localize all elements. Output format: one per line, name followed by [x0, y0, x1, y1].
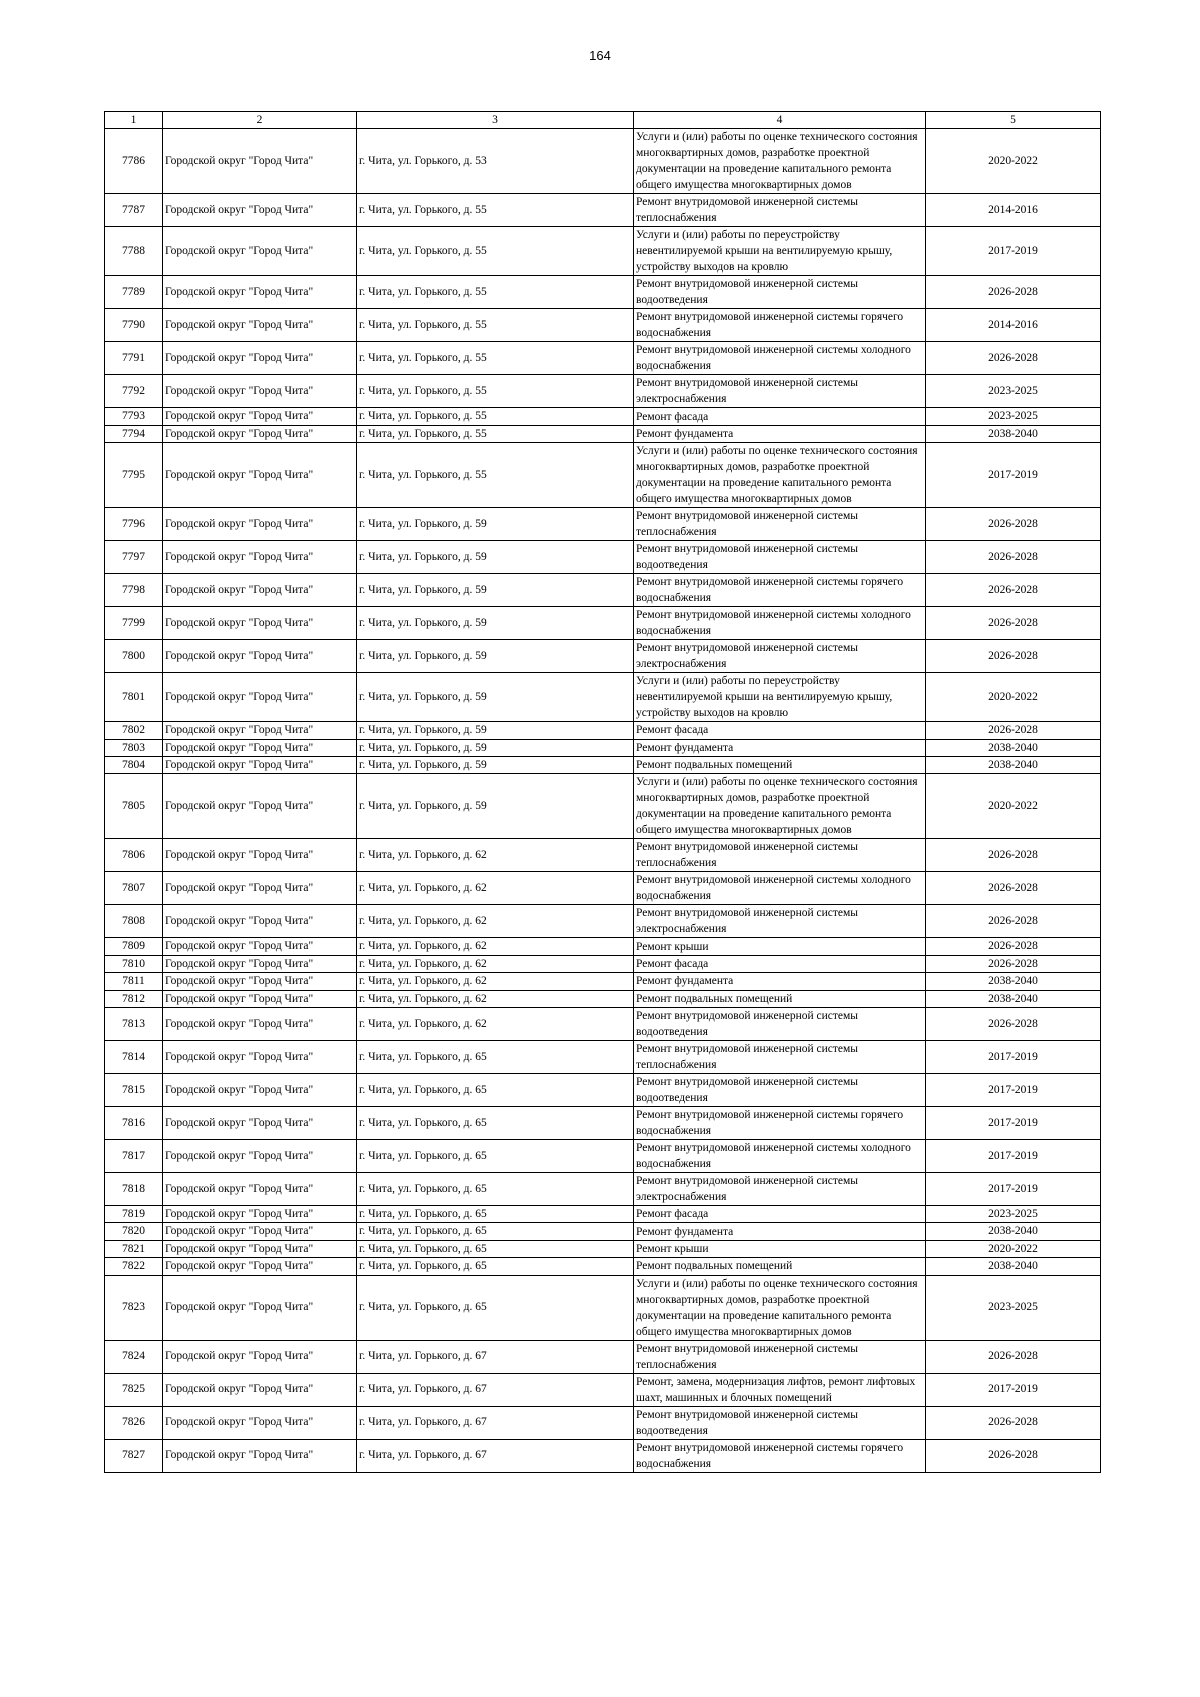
- work-type-cell: Ремонт внутридомовой инженерной системы теплоснабжения: [634, 508, 926, 541]
- period-cell: 2017-2019: [926, 1173, 1101, 1206]
- work-type-cell: Ремонт крыши: [634, 1240, 926, 1257]
- row-number-cell: 7817: [105, 1140, 163, 1173]
- work-type-cell: Ремонт внутридомовой инженерной системы горячего водоснабжения: [634, 1107, 926, 1140]
- municipality-cell: Городской округ "Город Чита": [163, 227, 357, 276]
- work-type-cell: Ремонт внутридомовой инженерной системы электроснабжения: [634, 375, 926, 408]
- row-number-cell: 7797: [105, 541, 163, 574]
- work-type-cell: Ремонт внутридомовой инженерной системы холодного водоснабжения: [634, 1140, 926, 1173]
- table-row: [105, 1223, 1101, 1240]
- table-row: [105, 839, 1101, 872]
- period-cell: 2023-2025: [926, 408, 1101, 425]
- municipality-cell: Городской округ "Город Чита": [163, 309, 357, 342]
- period-cell: 2017-2019: [926, 1140, 1101, 1173]
- table-row: [105, 607, 1101, 640]
- address-cell: г. Чита, ул. Горького, д. 59: [357, 574, 634, 607]
- address-cell: г. Чита, ул. Горького, д. 55: [357, 227, 634, 276]
- work-type-cell: Ремонт фасада: [634, 1206, 926, 1223]
- period-cell: 2026-2028: [926, 640, 1101, 673]
- row-number-cell: 7806: [105, 839, 163, 872]
- period-cell: 2026-2028: [926, 342, 1101, 375]
- work-type-cell: Ремонт внутридомовой инженерной системы теплоснабжения: [634, 1340, 926, 1373]
- address-cell: г. Чита, ул. Горького, д. 55: [357, 443, 634, 508]
- municipality-cell: Городской округ "Город Чита": [163, 905, 357, 938]
- period-cell: 2026-2028: [926, 541, 1101, 574]
- row-number-cell: 7789: [105, 276, 163, 309]
- address-cell: г. Чита, ул. Горького, д. 55: [357, 194, 634, 227]
- address-cell: г. Чита, ул. Горького, д. 67: [357, 1406, 634, 1439]
- address-cell: г. Чита, ул. Горького, д. 65: [357, 1206, 634, 1223]
- address-cell: г. Чита, ул. Горького, д. 55: [357, 375, 634, 408]
- work-type-cell: Ремонт внутридомовой инженерной системы горячего водоснабжения: [634, 574, 926, 607]
- table-row: [105, 990, 1101, 1007]
- municipality-cell: Городской округ "Город Чита": [163, 839, 357, 872]
- municipality-cell: Городской округ "Город Чита": [163, 1223, 357, 1240]
- address-cell: г. Чита, ул. Горького, д. 55: [357, 309, 634, 342]
- address-cell: г. Чита, ул. Горького, д. 53: [357, 129, 634, 194]
- table-row: [105, 1258, 1101, 1275]
- period-cell: 2026-2028: [926, 905, 1101, 938]
- row-number-cell: 7793: [105, 408, 163, 425]
- table-row: [105, 973, 1101, 990]
- municipality-cell: Городской округ "Город Чита": [163, 276, 357, 309]
- table-row: [105, 722, 1101, 739]
- period-cell: 2026-2028: [926, 1340, 1101, 1373]
- table-row: [105, 1107, 1101, 1140]
- table-row: [105, 375, 1101, 408]
- work-type-cell: Ремонт внутридомовой инженерной системы горячего водоснабжения: [634, 1439, 926, 1472]
- row-number-cell: 7791: [105, 342, 163, 375]
- address-cell: г. Чита, ул. Горького, д. 59: [357, 541, 634, 574]
- address-cell: г. Чита, ул. Горького, д. 65: [357, 1041, 634, 1074]
- work-type-cell: Ремонт внутридомовой инженерной системы теплоснабжения: [634, 194, 926, 227]
- work-type-cell: Услуги и (или) работы по оценке технического состояния многоквартирных домов, разработке проектной документации на проведение капитального ремонта общего имущества многоквартирных домов: [634, 443, 926, 508]
- work-type-cell: Ремонт фундамента: [634, 739, 926, 756]
- table-row: [105, 408, 1101, 425]
- table-row: [105, 905, 1101, 938]
- municipality-cell: Городской округ "Город Чита": [163, 1140, 357, 1173]
- municipality-cell: Городской округ "Город Чита": [163, 607, 357, 640]
- table-row: [105, 739, 1101, 756]
- row-number-cell: 7796: [105, 508, 163, 541]
- period-cell: 2038-2040: [926, 990, 1101, 1007]
- municipality-cell: Городской округ "Город Чита": [163, 640, 357, 673]
- work-type-cell: Ремонт внутридомовой инженерной системы водоотведения: [634, 541, 926, 574]
- table-row: [105, 425, 1101, 442]
- period-cell: 2038-2040: [926, 739, 1101, 756]
- work-type-cell: Ремонт внутридомовой инженерной системы горячего водоснабжения: [634, 309, 926, 342]
- work-type-cell: Ремонт, замена, модернизация лифтов, ремонт лифтовых шахт, машинных и блочных помещений: [634, 1373, 926, 1406]
- address-cell: г. Чита, ул. Горького, д. 67: [357, 1439, 634, 1472]
- row-number-cell: 7805: [105, 774, 163, 839]
- municipality-cell: Городской округ "Город Чита": [163, 375, 357, 408]
- municipality-cell: Городской округ "Город Чита": [163, 739, 357, 756]
- period-cell: 2026-2028: [926, 938, 1101, 955]
- table-row: [105, 1140, 1101, 1173]
- period-cell: 2026-2028: [926, 607, 1101, 640]
- row-number-cell: 7815: [105, 1074, 163, 1107]
- municipality-cell: Городской округ "Город Чита": [163, 541, 357, 574]
- table-row: [105, 774, 1101, 839]
- row-number-cell: 7822: [105, 1258, 163, 1275]
- work-type-cell: Ремонт внутридомовой инженерной системы водоотведения: [634, 276, 926, 309]
- period-cell: 2038-2040: [926, 973, 1101, 990]
- row-number-cell: 7810: [105, 955, 163, 972]
- table-row: [105, 1074, 1101, 1107]
- data-table: [104, 111, 1101, 1473]
- municipality-cell: Городской округ "Город Чита": [163, 1258, 357, 1275]
- row-number-cell: 7826: [105, 1406, 163, 1439]
- column-header: 2: [163, 112, 357, 129]
- period-cell: 2026-2028: [926, 722, 1101, 739]
- row-number-cell: 7792: [105, 375, 163, 408]
- row-number-cell: 7812: [105, 990, 163, 1007]
- address-cell: г. Чита, ул. Горького, д. 59: [357, 774, 634, 839]
- municipality-cell: Городской округ "Город Чита": [163, 1406, 357, 1439]
- address-cell: г. Чита, ул. Горького, д. 62: [357, 973, 634, 990]
- row-number-cell: 7811: [105, 973, 163, 990]
- municipality-cell: Городской округ "Город Чита": [163, 425, 357, 442]
- address-cell: г. Чита, ул. Горького, д. 62: [357, 990, 634, 1007]
- work-type-cell: Ремонт внутридомовой инженерной системы электроснабжения: [634, 640, 926, 673]
- period-cell: 2020-2022: [926, 129, 1101, 194]
- address-cell: г. Чита, ул. Горького, д. 65: [357, 1240, 634, 1257]
- municipality-cell: Городской округ "Город Чита": [163, 722, 357, 739]
- municipality-cell: Городской округ "Город Чита": [163, 1439, 357, 1472]
- address-cell: г. Чита, ул. Горького, д. 59: [357, 722, 634, 739]
- address-cell: г. Чита, ул. Горького, д. 55: [357, 342, 634, 375]
- municipality-cell: Городской округ "Город Чита": [163, 1008, 357, 1041]
- table-body: [105, 112, 1101, 1473]
- period-cell: 2026-2028: [926, 574, 1101, 607]
- municipality-cell: Городской округ "Город Чита": [163, 872, 357, 905]
- column-header: 4: [634, 112, 926, 129]
- table-row: [105, 1373, 1101, 1406]
- row-number-cell: 7819: [105, 1206, 163, 1223]
- period-cell: 2017-2019: [926, 1373, 1101, 1406]
- row-number-cell: 7790: [105, 309, 163, 342]
- address-cell: г. Чита, ул. Горького, д. 65: [357, 1275, 634, 1340]
- address-cell: г. Чита, ул. Горького, д. 65: [357, 1074, 634, 1107]
- table-row: [105, 673, 1101, 722]
- period-cell: 2026-2028: [926, 276, 1101, 309]
- table-row: [105, 1439, 1101, 1472]
- row-number-cell: 7799: [105, 607, 163, 640]
- work-type-cell: Услуги и (или) работы по оценке технического состояния многоквартирных домов, разработке проектной документации на проведение капитального ремонта общего имущества многоквартирных домов: [634, 774, 926, 839]
- table-row: [105, 309, 1101, 342]
- work-type-cell: Услуги и (или) работы по переустройству невентилируемой крыши на вентилируемую крышу, устройству выходов на кровлю: [634, 673, 926, 722]
- period-cell: 2026-2028: [926, 1406, 1101, 1439]
- work-type-cell: Ремонт внутридомовой инженерной системы теплоснабжения: [634, 1041, 926, 1074]
- address-cell: г. Чита, ул. Горького, д. 55: [357, 276, 634, 309]
- municipality-cell: Городской округ "Город Чита": [163, 1340, 357, 1373]
- row-number-cell: 7786: [105, 129, 163, 194]
- work-type-cell: Ремонт внутридомовой инженерной системы холодного водоснабжения: [634, 872, 926, 905]
- table-row: [105, 276, 1101, 309]
- row-number-cell: 7800: [105, 640, 163, 673]
- page-number: 164: [589, 48, 611, 63]
- municipality-cell: Городской округ "Город Чита": [163, 508, 357, 541]
- table-row: [105, 574, 1101, 607]
- work-type-cell: Услуги и (или) работы по оценке технического состояния многоквартирных домов, разработке проектной документации на проведение капитального ремонта общего имущества многоквартирных домов: [634, 129, 926, 194]
- table-row: [105, 1275, 1101, 1340]
- row-number-cell: 7804: [105, 757, 163, 774]
- row-number-cell: 7823: [105, 1275, 163, 1340]
- row-number-cell: 7818: [105, 1173, 163, 1206]
- row-number-cell: 7824: [105, 1340, 163, 1373]
- work-type-cell: Ремонт крыши: [634, 938, 926, 955]
- work-type-cell: Ремонт фундамента: [634, 425, 926, 442]
- period-cell: 2020-2022: [926, 774, 1101, 839]
- municipality-cell: Городской округ "Город Чита": [163, 973, 357, 990]
- work-type-cell: Ремонт внутридомовой инженерной системы холодного водоснабжения: [634, 607, 926, 640]
- municipality-cell: Городской округ "Город Чита": [163, 938, 357, 955]
- period-cell: 2026-2028: [926, 955, 1101, 972]
- table-row: [105, 541, 1101, 574]
- address-cell: г. Чита, ул. Горького, д. 62: [357, 1008, 634, 1041]
- municipality-cell: Городской округ "Город Чита": [163, 955, 357, 972]
- municipality-cell: Городской округ "Город Чита": [163, 1240, 357, 1257]
- municipality-cell: Городской округ "Город Чита": [163, 774, 357, 839]
- address-cell: г. Чита, ул. Горького, д. 65: [357, 1173, 634, 1206]
- row-number-cell: 7788: [105, 227, 163, 276]
- municipality-cell: Городской округ "Город Чита": [163, 1275, 357, 1340]
- table-row: [105, 640, 1101, 673]
- table-row: [105, 1206, 1101, 1223]
- period-cell: 2014-2016: [926, 194, 1101, 227]
- municipality-cell: Городской округ "Город Чита": [163, 1041, 357, 1074]
- column-header: 3: [357, 112, 634, 129]
- address-cell: г. Чита, ул. Горького, д. 55: [357, 408, 634, 425]
- row-number-cell: 7795: [105, 443, 163, 508]
- table-row: [105, 938, 1101, 955]
- municipality-cell: Городской округ "Город Чита": [163, 574, 357, 607]
- row-number-cell: 7820: [105, 1223, 163, 1240]
- municipality-cell: Городской округ "Город Чита": [163, 1107, 357, 1140]
- period-cell: 2026-2028: [926, 508, 1101, 541]
- address-cell: г. Чита, ул. Горького, д. 55: [357, 425, 634, 442]
- address-cell: г. Чита, ул. Горького, д. 59: [357, 757, 634, 774]
- work-type-cell: Ремонт внутридомовой инженерной системы электроснабжения: [634, 905, 926, 938]
- table-row: [105, 227, 1101, 276]
- period-cell: 2020-2022: [926, 1240, 1101, 1257]
- address-cell: г. Чита, ул. Горького, д. 65: [357, 1107, 634, 1140]
- work-type-cell: Ремонт подвальных помещений: [634, 1258, 926, 1275]
- table-row: [105, 1240, 1101, 1257]
- row-number-cell: 7807: [105, 872, 163, 905]
- table-row: [105, 129, 1101, 194]
- work-type-cell: Ремонт фасада: [634, 722, 926, 739]
- work-type-cell: Ремонт внутридомовой инженерной системы водоотведения: [634, 1008, 926, 1041]
- row-number-cell: 7801: [105, 673, 163, 722]
- address-cell: г. Чита, ул. Горького, д. 59: [357, 607, 634, 640]
- municipality-cell: Городской округ "Город Чита": [163, 1373, 357, 1406]
- row-number-cell: 7787: [105, 194, 163, 227]
- address-cell: г. Чита, ул. Горького, д. 62: [357, 905, 634, 938]
- period-cell: 2038-2040: [926, 425, 1101, 442]
- address-cell: г. Чита, ул. Горького, д. 59: [357, 508, 634, 541]
- period-cell: 2023-2025: [926, 1275, 1101, 1340]
- work-type-cell: Услуги и (или) работы по переустройству невентилируемой крыши на вентилируемую крышу, устройству выходов на кровлю: [634, 227, 926, 276]
- municipality-cell: Городской округ "Город Чита": [163, 194, 357, 227]
- work-type-cell: Ремонт внутридомовой инженерной системы холодного водоснабжения: [634, 342, 926, 375]
- municipality-cell: Городской округ "Город Чита": [163, 443, 357, 508]
- address-cell: г. Чита, ул. Горького, д. 65: [357, 1223, 634, 1240]
- work-type-cell: Услуги и (или) работы по оценке технического состояния многоквартирных домов, разработке проектной документации на проведение капитального ремонта общего имущества многоквартирных домов: [634, 1275, 926, 1340]
- work-type-cell: Ремонт подвальных помещений: [634, 757, 926, 774]
- municipality-cell: Городской округ "Город Чита": [163, 1206, 357, 1223]
- address-cell: г. Чита, ул. Горького, д. 62: [357, 839, 634, 872]
- address-cell: г. Чита, ул. Горького, д. 62: [357, 872, 634, 905]
- work-type-cell: Ремонт фасада: [634, 408, 926, 425]
- period-cell: 2014-2016: [926, 309, 1101, 342]
- row-number-cell: 7816: [105, 1107, 163, 1140]
- period-cell: 2038-2040: [926, 1223, 1101, 1240]
- row-number-cell: 7802: [105, 722, 163, 739]
- municipality-cell: Городской округ "Город Чита": [163, 757, 357, 774]
- municipality-cell: Городской округ "Город Чита": [163, 342, 357, 375]
- row-number-cell: 7803: [105, 739, 163, 756]
- row-number-cell: 7808: [105, 905, 163, 938]
- period-cell: 2038-2040: [926, 1258, 1101, 1275]
- municipality-cell: Городской округ "Город Чита": [163, 1074, 357, 1107]
- row-number-cell: 7813: [105, 1008, 163, 1041]
- table-row: [105, 443, 1101, 508]
- table-row: [105, 1340, 1101, 1373]
- address-cell: г. Чита, ул. Горького, д. 67: [357, 1340, 634, 1373]
- municipality-cell: Городской округ "Город Чита": [163, 990, 357, 1007]
- table-row: [105, 1008, 1101, 1041]
- work-type-cell: Ремонт фундамента: [634, 973, 926, 990]
- period-cell: 2017-2019: [926, 227, 1101, 276]
- period-cell: 2026-2028: [926, 1008, 1101, 1041]
- period-cell: 2038-2040: [926, 757, 1101, 774]
- table-row: [105, 342, 1101, 375]
- table-row: [105, 1041, 1101, 1074]
- work-type-cell: Ремонт внутридомовой инженерной системы водоотведения: [634, 1406, 926, 1439]
- row-number-cell: 7814: [105, 1041, 163, 1074]
- row-number-cell: 7827: [105, 1439, 163, 1472]
- table-row: [105, 757, 1101, 774]
- row-number-cell: 7794: [105, 425, 163, 442]
- table-row: [105, 1406, 1101, 1439]
- address-cell: г. Чита, ул. Горького, д. 59: [357, 673, 634, 722]
- municipality-cell: Городской округ "Город Чита": [163, 673, 357, 722]
- column-header: 1: [105, 112, 163, 129]
- row-number-cell: 7809: [105, 938, 163, 955]
- address-cell: г. Чита, ул. Горького, д. 65: [357, 1258, 634, 1275]
- table-row: [105, 1173, 1101, 1206]
- work-type-cell: Ремонт фундамента: [634, 1223, 926, 1240]
- period-cell: 2023-2025: [926, 375, 1101, 408]
- period-cell: 2023-2025: [926, 1206, 1101, 1223]
- work-type-cell: Ремонт внутридомовой инженерной системы электроснабжения: [634, 1173, 926, 1206]
- period-cell: 2026-2028: [926, 1439, 1101, 1472]
- period-cell: 2017-2019: [926, 1041, 1101, 1074]
- table-row: [105, 872, 1101, 905]
- work-type-cell: Ремонт внутридомовой инженерной системы водоотведения: [634, 1074, 926, 1107]
- period-cell: 2017-2019: [926, 1074, 1101, 1107]
- row-number-cell: 7798: [105, 574, 163, 607]
- period-cell: 2017-2019: [926, 1107, 1101, 1140]
- municipality-cell: Городской округ "Город Чита": [163, 1173, 357, 1206]
- address-cell: г. Чита, ул. Горького, д. 62: [357, 938, 634, 955]
- row-number-cell: 7821: [105, 1240, 163, 1257]
- period-cell: 2017-2019: [926, 443, 1101, 508]
- table-header-row: [105, 112, 1101, 129]
- period-cell: 2026-2028: [926, 839, 1101, 872]
- row-number-cell: 7825: [105, 1373, 163, 1406]
- period-cell: 2020-2022: [926, 673, 1101, 722]
- work-type-cell: Ремонт подвальных помещений: [634, 990, 926, 1007]
- work-type-cell: Ремонт внутридомовой инженерной системы теплоснабжения: [634, 839, 926, 872]
- work-type-cell: Ремонт фасада: [634, 955, 926, 972]
- table-row: [105, 955, 1101, 972]
- table-row: [105, 508, 1101, 541]
- column-header: 5: [926, 112, 1101, 129]
- address-cell: г. Чита, ул. Горького, д. 65: [357, 1140, 634, 1173]
- municipality-cell: Городской округ "Город Чита": [163, 408, 357, 425]
- address-cell: г. Чита, ул. Горького, д. 59: [357, 640, 634, 673]
- address-cell: г. Чита, ул. Горького, д. 62: [357, 955, 634, 972]
- period-cell: 2026-2028: [926, 872, 1101, 905]
- table-row: [105, 194, 1101, 227]
- address-cell: г. Чита, ул. Горького, д. 67: [357, 1373, 634, 1406]
- address-cell: г. Чита, ул. Горького, д. 59: [357, 739, 634, 756]
- municipality-cell: Городской округ "Город Чита": [163, 129, 357, 194]
